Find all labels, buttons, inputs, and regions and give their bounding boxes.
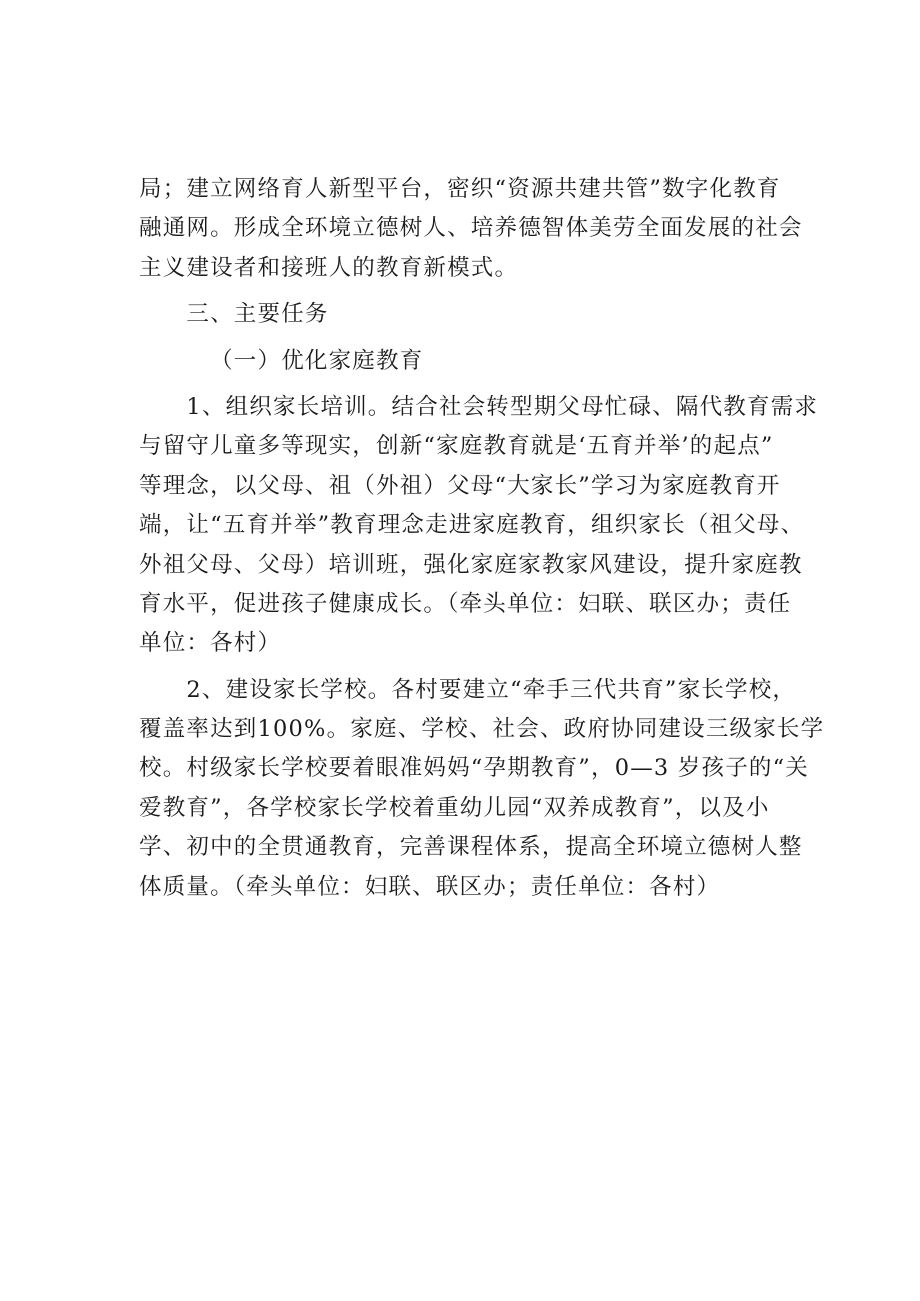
paragraph <box>139 388 819 664</box>
text-line: 爱教育”，各学校家长学校着重幼儿园“双养成教育”，以及小 <box>139 794 770 821</box>
text-line: 体质量。（牵头单位：妇联、联区办；责任单位：各村） <box>139 873 721 900</box>
document-body <box>139 170 825 907</box>
section-heading <box>139 342 799 381</box>
text-line: 局；建立网络育人新型平台，密织“资源共建共管”数字化教育 <box>139 176 781 202</box>
text-line: 主义建设者和接班人的教育新模式。 <box>139 254 519 281</box>
text-line: 单位：各村） <box>139 630 282 657</box>
text-line: 1、组织家长培训。结合社会转型期父母忙碌、隔代教育需求 <box>186 393 819 420</box>
paragraph <box>139 671 825 907</box>
text-line: 育水平，促进孩子健康成长。（牵头单位：妇联、联区办；责任 <box>139 590 792 617</box>
text-line: 等理念，以父母、祖（外祖）父母“大家长”学习为家庭教育开 <box>139 472 781 499</box>
paragraph-spacer <box>139 381 799 388</box>
text-line: 校。村级家长学校要着眼准妈妈“孕期教育”，0—3 岁孩子的“关 <box>139 755 809 782</box>
paragraph <box>139 170 803 288</box>
text-line: 学、初中的全贯通教育，完善课程体系，提高全环境立德树人整 <box>139 834 803 861</box>
text-line: 融通网。形成全环境立德树人、培养德智体美劳全面发展的社会 <box>139 215 803 242</box>
text-line: 端，让“五育并举”教育理念走进家庭教育，组织家长（祖父母、 <box>139 512 805 539</box>
section-heading <box>139 295 799 334</box>
text-line: 覆盖率达到100%。家庭、学校、社会、政府协同建设三级家长学 <box>139 716 825 743</box>
text-line: （一）优化家庭教育 <box>210 347 424 374</box>
text-line: 外祖父母、父母）培训班，强化家庭家教家风建设，提升家庭教 <box>139 551 803 578</box>
paragraph-spacer <box>139 664 799 671</box>
text-line: 与留守儿童多等现实，创新“家庭教育就是‘五育并举’的起点” <box>139 433 774 460</box>
text-line: 2、建设家长学校。各村要建立“牵手三代共育”家长学校， <box>186 676 797 703</box>
paragraph-spacer <box>139 288 799 295</box>
text-line: 三、主要任务 <box>186 301 329 328</box>
paragraph-spacer <box>139 335 799 342</box>
